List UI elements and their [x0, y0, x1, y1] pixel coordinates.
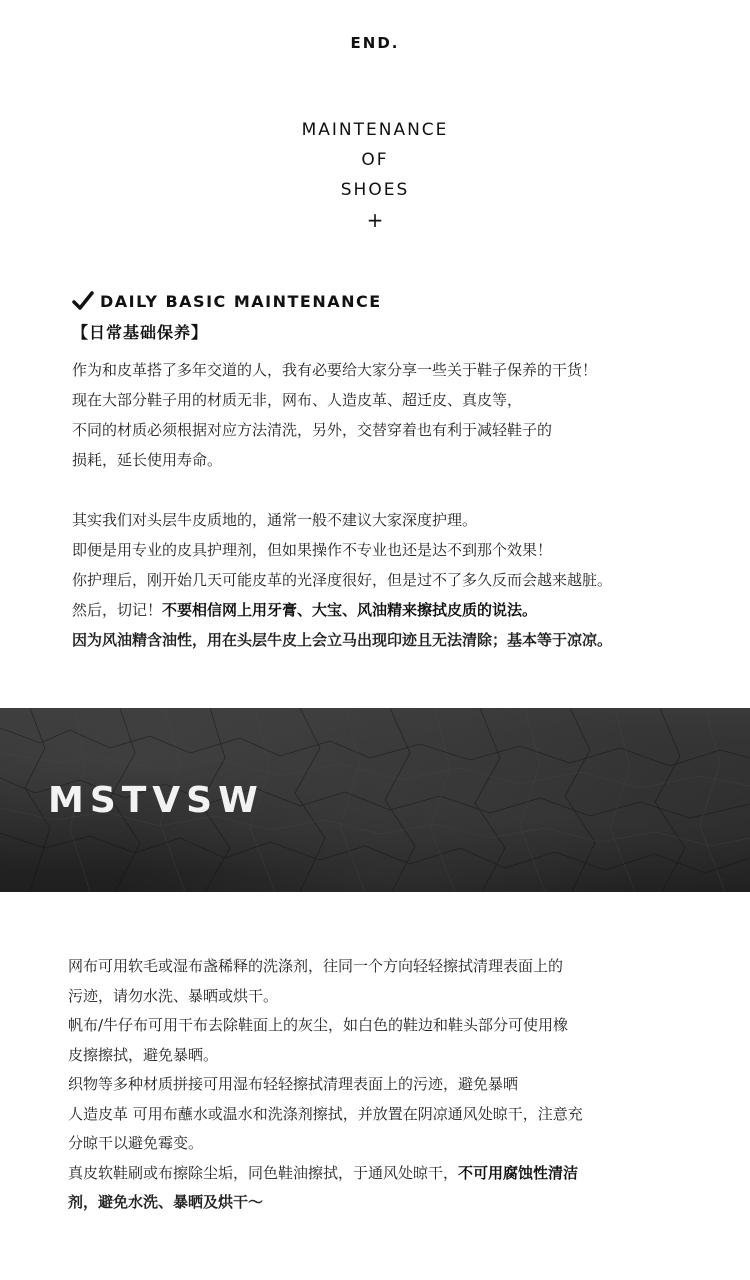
paragraph-intro	[72, 355, 712, 475]
text-line: 帆布/牛仔布可用干布去除鞋面上的灰尘，如白色的鞋边和鞋头部分可使用橡	[68, 1016, 569, 1034]
title-line-3: SHOES	[340, 180, 410, 200]
page-title	[0, 115, 750, 235]
text-normal: 真皮软鞋刷或布擦除尘垢，同色鞋油擦拭，于通风处晾干，	[68, 1163, 459, 1182]
text-line-mixed	[68, 1159, 728, 1189]
title-plus: +	[366, 208, 384, 232]
text-line: 你护理后，刚开始几天可能皮革的光泽度很好，但是过不了多久反而会越来越脏。	[72, 571, 613, 589]
text-normal: 然后，切记！	[72, 601, 163, 619]
text-bold-warning: 不可用腐蚀性清洁	[458, 1163, 579, 1182]
text-line: 不同的材质必须根据对应方法清洗，另外，交替穿着也有利于减轻鞋子的	[72, 421, 553, 439]
text-line: 皮擦擦拭，避免暴晒。	[68, 1045, 219, 1064]
text-line: 网布可用软毛或湿布盏稀释的洗涤剂，往同一个方向轻轻擦拭清理表面上的	[68, 957, 564, 975]
daily-maintenance-section	[72, 288, 712, 655]
leather-texture-banner	[0, 708, 750, 892]
text-line: 分晾干以避免霉变。	[68, 1134, 204, 1152]
text-line: 即便是用专业的皮具护理剂，但如果操作不专业也还是达不到那个效果！	[72, 541, 553, 559]
title-line-1: MAINTENANCE	[301, 120, 449, 140]
text-line: 现在大部分鞋子用的材质无非，网布、人造皮革、超迁皮、真皮等，	[72, 391, 523, 409]
checkmark-icon	[72, 290, 94, 312]
text-bold-warning: 剂，避免水洗、暴晒及烘干～	[68, 1193, 264, 1211]
text-line: 作为和皮革搭了多年交道的人，我有必要给大家分享一些关于鞋子保养的干货！	[72, 361, 598, 379]
material-care-section	[68, 952, 728, 1218]
text-line: 人造皮革 可用布蘸水或温水和洗涤剂擦拭，并放置在阴凉通风处晾干，注意充	[68, 1104, 583, 1123]
text-line: 损耗，延长使用寿命。	[72, 451, 223, 469]
text-line-mixed	[72, 595, 712, 625]
paragraph-leather-care	[72, 505, 712, 655]
text-line: 其实我们对头层牛皮质地的，通常一般不建议大家深度护理。	[72, 511, 478, 529]
text-line: 污迹，请勿水洗、暴晒或烘干。	[68, 986, 279, 1005]
banner-brand-text: MSTVSW	[48, 780, 264, 821]
text-bold-warning: 不要相信网上用牙膏、大宝、风油精来擦拭皮质的说法。	[162, 601, 538, 619]
text-bold-warning: 因为风油精含油性，用在头层牛皮上会立马出现印迹且无法清除；基本等于凉凉。	[72, 631, 613, 649]
brand-logo: END.	[350, 34, 400, 52]
title-line-2: OF	[361, 150, 389, 170]
text-line: 织物等多种材质拼接可用湿布轻轻擦拭清理表面上的污迹，避免暴晒	[68, 1075, 519, 1093]
section-heading	[72, 288, 712, 314]
heading-chinese: 【日常基础保养】	[72, 323, 209, 342]
heading-english: DAILY BASIC MAINTENANCE	[100, 291, 382, 311]
